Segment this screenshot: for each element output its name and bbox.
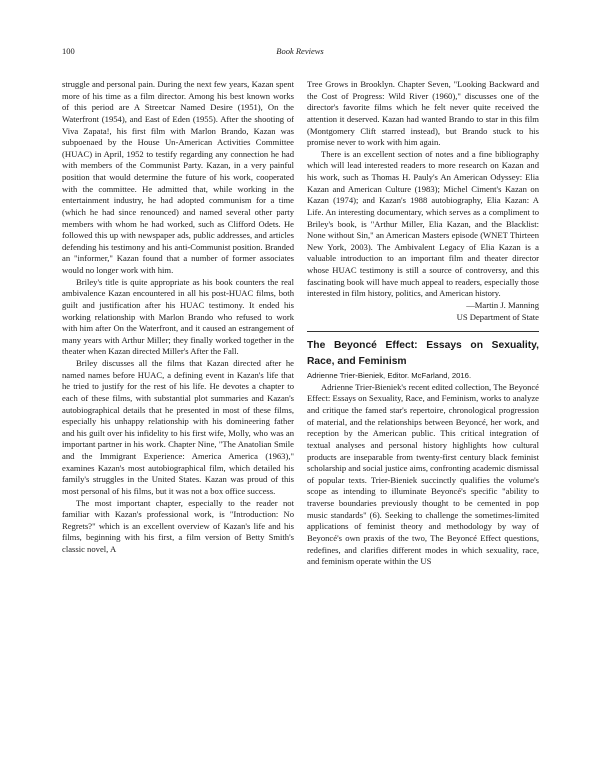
- paragraph: Briley discusses all the films that Kazan directed after he named names before HUAC, a defining event in Kazan's life that he tried to justify for the rest of his life. He devotes a chapter to each of these films, with substantial plot summaries and Kazan's autobiographical details that he presented in most of these films, especially his unhappy relationship with his domineering father and his guilt over his infidelity to his first wife, Molly, who was an important partner in his work. Chapter Nine, "The Anatolian Smile and the Immigrant Experience: America America (1963)," examines Kazan's most autobiographical film, which detailed his family's struggles in the United States. Kazan was proud of this most personal of his films, but it was not a box office success.: [62, 358, 294, 496]
- paragraph: Briley's title is quite appropriate as his book counters the real ambivalence Kazan encountered in all his post-HUAC films, both guilt and justification after his HUAC testimony. It ended his working relationship with Marlon Brando who refused to work with him after On the Waterfront, and it caused an estrangement of many years with Arthur Miller; they finally worked together in the theater when Kazan directed Miller's After the Fall.: [62, 276, 294, 357]
- page-number: 100: [62, 46, 75, 56]
- paragraph: Adrienne Trier-Bieniek's recent edited collection, The Beyoncé Effect: Essays on Sexuality, Race, and Feminism, works to analyze and critique the famed star's repertoire, chronological progression of material, and the relationships between Beyoncé, her work, and reception by the American public. This critical integration of textual analyses and personal history highlights how cultural products are inseparable from twenty-first century black feminist scholarship and social justice aims, confronting academic dismissal of popular texts. Trier-Bieniek succinctly qualifies the volume's scope as intending to illuminate Beyoncé's specific "ability to traverse boundaries previously thought to be cemented in pop music standards" (6). Seeking to challenge the sometimes-limited applications of feminist theory and methodology by way of Beyoncé's own praxis of the two, The Beyoncé Effect questions, redefines, and clarifies different modes in which sexuality, race, and feminism operate within the US: [307, 381, 539, 567]
- reviewer-name: —Martin J. Manning: [466, 299, 539, 310]
- left-column: [62, 79, 294, 556]
- paragraph: There is an excellent section of notes and a fine bibliography which will lead interested readers to more research on Kazan and his work, such as Thomas H. Pauly's An American Odyssey: Elia Kazan and American Culture (1983); Michel Ciment's Kazan on Kazan (1974); and Kazan's 1988 autobiography, Elia Kazan: A Life. An interesting documentary, which serves as a compliment to Briley's book, is "Arthur Miller, Elia Kazan, and the Blacklist: None without Sin," an American Masters episode (WNET Thirteen New York, 2003). The Ambivalent Legacy of Elia Kazan is a valuable introduction to an important film and theater director whose HUAC testimony is still a source of controversy, and this fascinating book will have much appeal to readers, especially those interested in film history, politics, and American history.: [307, 148, 539, 299]
- reviewer-affiliation: US Department of State: [456, 311, 539, 322]
- review-title: The Beyoncé Effect: Essays on Sexuality, Race, and Feminism: [307, 340, 539, 368]
- running-title: Book Reviews: [276, 46, 324, 56]
- section-divider: [307, 331, 539, 332]
- review-publication-info: Adrienne Trier-Bieniek, Editor. McFarland, 2016.: [307, 371, 472, 381]
- right-column: [307, 79, 539, 568]
- paragraph: struggle and personal pain. During the next few years, Kazan spent more of his time as a film director. Among his best known works of this period are A Streetcar Named Desire (1951), On the Waterfront (1954), and East of Eden (1955). After the shooting of Viva Zapata!, his first film with Marlon Brando, Kazan was subpoenaed by the House Un-American Activities Committee (HUAC) in April, 1952 to testify regarding any connection he had with members of the Communist Party. Kazan, in a very painful position that would determine the future of his work, cooperated with the committee. He admitted that, while working in the entertainment industry, he had adopted communism for a time (which he had since renounced) and named several other party members with whom he had worked, such as Clifford Odets. He followed this up with newspaper ads, public addresses, and articles defending his testimony and his anti-Communist position. Branded an "informer," Kazan found that a number of former associates would no longer work with him.: [62, 79, 294, 275]
- paragraph: The most important chapter, especially to the reader not familiar with Kazan's professional work, is "Introduction: No Regrets?" which is an excellent overview of Kazan's life and his films, beginning with his first, a film version of Betty Smith's classic novel, A: [62, 497, 294, 554]
- paragraph: Tree Grows in Brooklyn. Chapter Seven, "Looking Backward and the Cost of Progress: Wild River (1960)," discusses one of the director's favorite films which he felt never quite received the attention it deserved. Kazan had wanted Brando to star in this film (Montgomery Clift starred instead), but Brando stuck to his promise never to work with him again.: [307, 79, 539, 148]
- page-header: [62, 46, 538, 60]
